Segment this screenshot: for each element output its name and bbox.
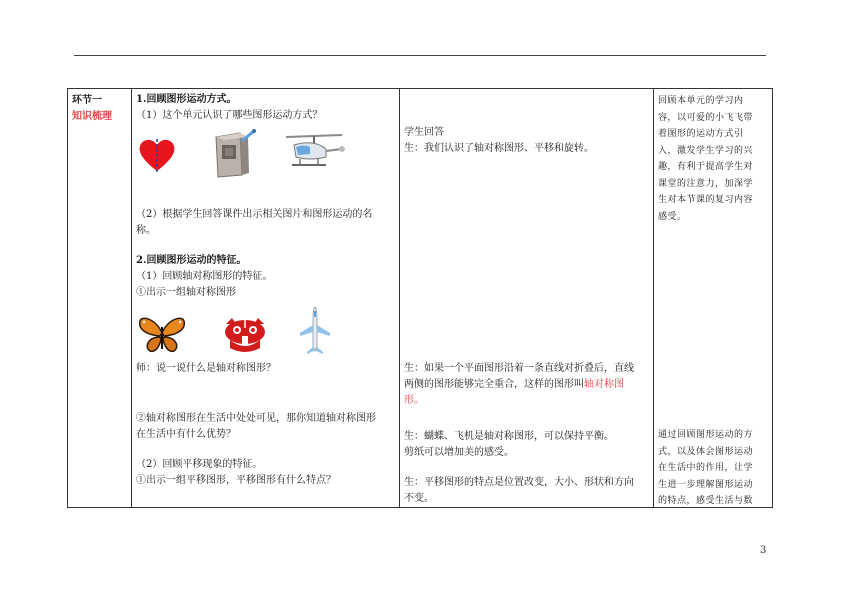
note-line: 着图形的运动方式引 [658,129,744,139]
note-line: 的特点，感受生活与数 [658,496,754,506]
table-row [68,89,773,508]
step-3: ①出示一组平移图形，平移图形有什么特点？ [136,475,336,486]
note-line: 回顾本单元的学习内 [658,96,744,106]
note-line: 容，以可爱的小飞飞带 [658,112,754,123]
term-highlight: 轴对称图 [584,379,624,390]
note-line: 课堂的注意力，加深学 [658,178,754,189]
answer-3-line1: 生：蝴蝶、飞机是轴对称图形，可以保持平衡。 [404,431,614,442]
design-intent-cell [654,89,773,508]
question-1: （1）这个单元认识了哪些图形运动方式？ [136,110,323,121]
term-highlight-end: 形。 [404,395,424,406]
note-line: 生进一步理解图形运动 [658,479,754,490]
page-number: 3 [760,545,767,556]
step-2-line1: ②轴对称图形在生活中处处可见，那你知道轴对称图形 [136,413,376,424]
heading-review-motion: 1.回顾图形运动方式。 [136,94,237,105]
butterfly-icon [138,315,186,355]
section-label: 知识梳理 [72,111,112,122]
sharpener-icon [212,127,256,179]
airplane-icon [298,305,332,361]
lesson-table [67,88,773,508]
answer-1-line2: 生：我们认识了轴对称图形、平移和旋转。 [404,143,594,154]
header-rule [74,55,766,56]
note-line: 通过回顾图形运动的方 [658,430,754,440]
stage-cell [68,89,132,508]
design-note-1 [658,93,768,225]
note-line: 感受。 [658,211,687,222]
question-2-line1: （2）根据学生回答课件出示相关图片和图形运动的名 [136,209,373,220]
note-line: 入，激发学生学习的兴 [658,145,754,156]
stage-label: 环节一 [72,95,102,106]
note-line: 在生活中的作用，让学 [658,463,754,473]
question-2-line2: 称。 [136,225,156,236]
answer-1-line1: 学生回答 [404,127,444,138]
answer-4-line2: 不变。 [404,493,434,504]
student-cell [400,89,654,508]
teacher-cell [132,89,400,508]
helicopter-icon [280,131,346,175]
step-2-line2: 在生活中有什么优势？ [136,429,236,440]
note-line: 生对本节课的复习内容 [658,195,754,205]
step-1: ①出示一组轴对称图形 [136,287,236,298]
answer-2-text: 两侧的图形能够完全重合，这样的图形叫 [404,379,584,390]
answer-4-line1: 生：平移图形的特点是位置改变，大小、形状和方向 [404,477,634,488]
design-note-2 [658,427,768,507]
note-line: 式，以及体会图形运动 [658,446,754,457]
answer-3-line2: 剪纸可以增加美的感受。 [404,447,514,458]
paper-cut-icon [220,316,270,356]
note-line: 趣，有利于提高学生对 [658,162,754,172]
answer-2-line1: 生：如果一个平面图形沿着一条直线对折叠后，直线 [404,363,634,374]
answer-2-line2 [404,377,624,393]
sub-question-1: （1）回顾轴对称图形的特征。 [136,271,273,282]
sub-question-2: （2）回顾平移现象的特征。 [136,459,263,470]
ask-axis-symmetry: 师：说一说什么是轴对称图形？ [136,363,276,374]
heading-review-features: 2.回顾图形运动的特征。 [136,255,247,266]
heart-icon [138,137,176,173]
